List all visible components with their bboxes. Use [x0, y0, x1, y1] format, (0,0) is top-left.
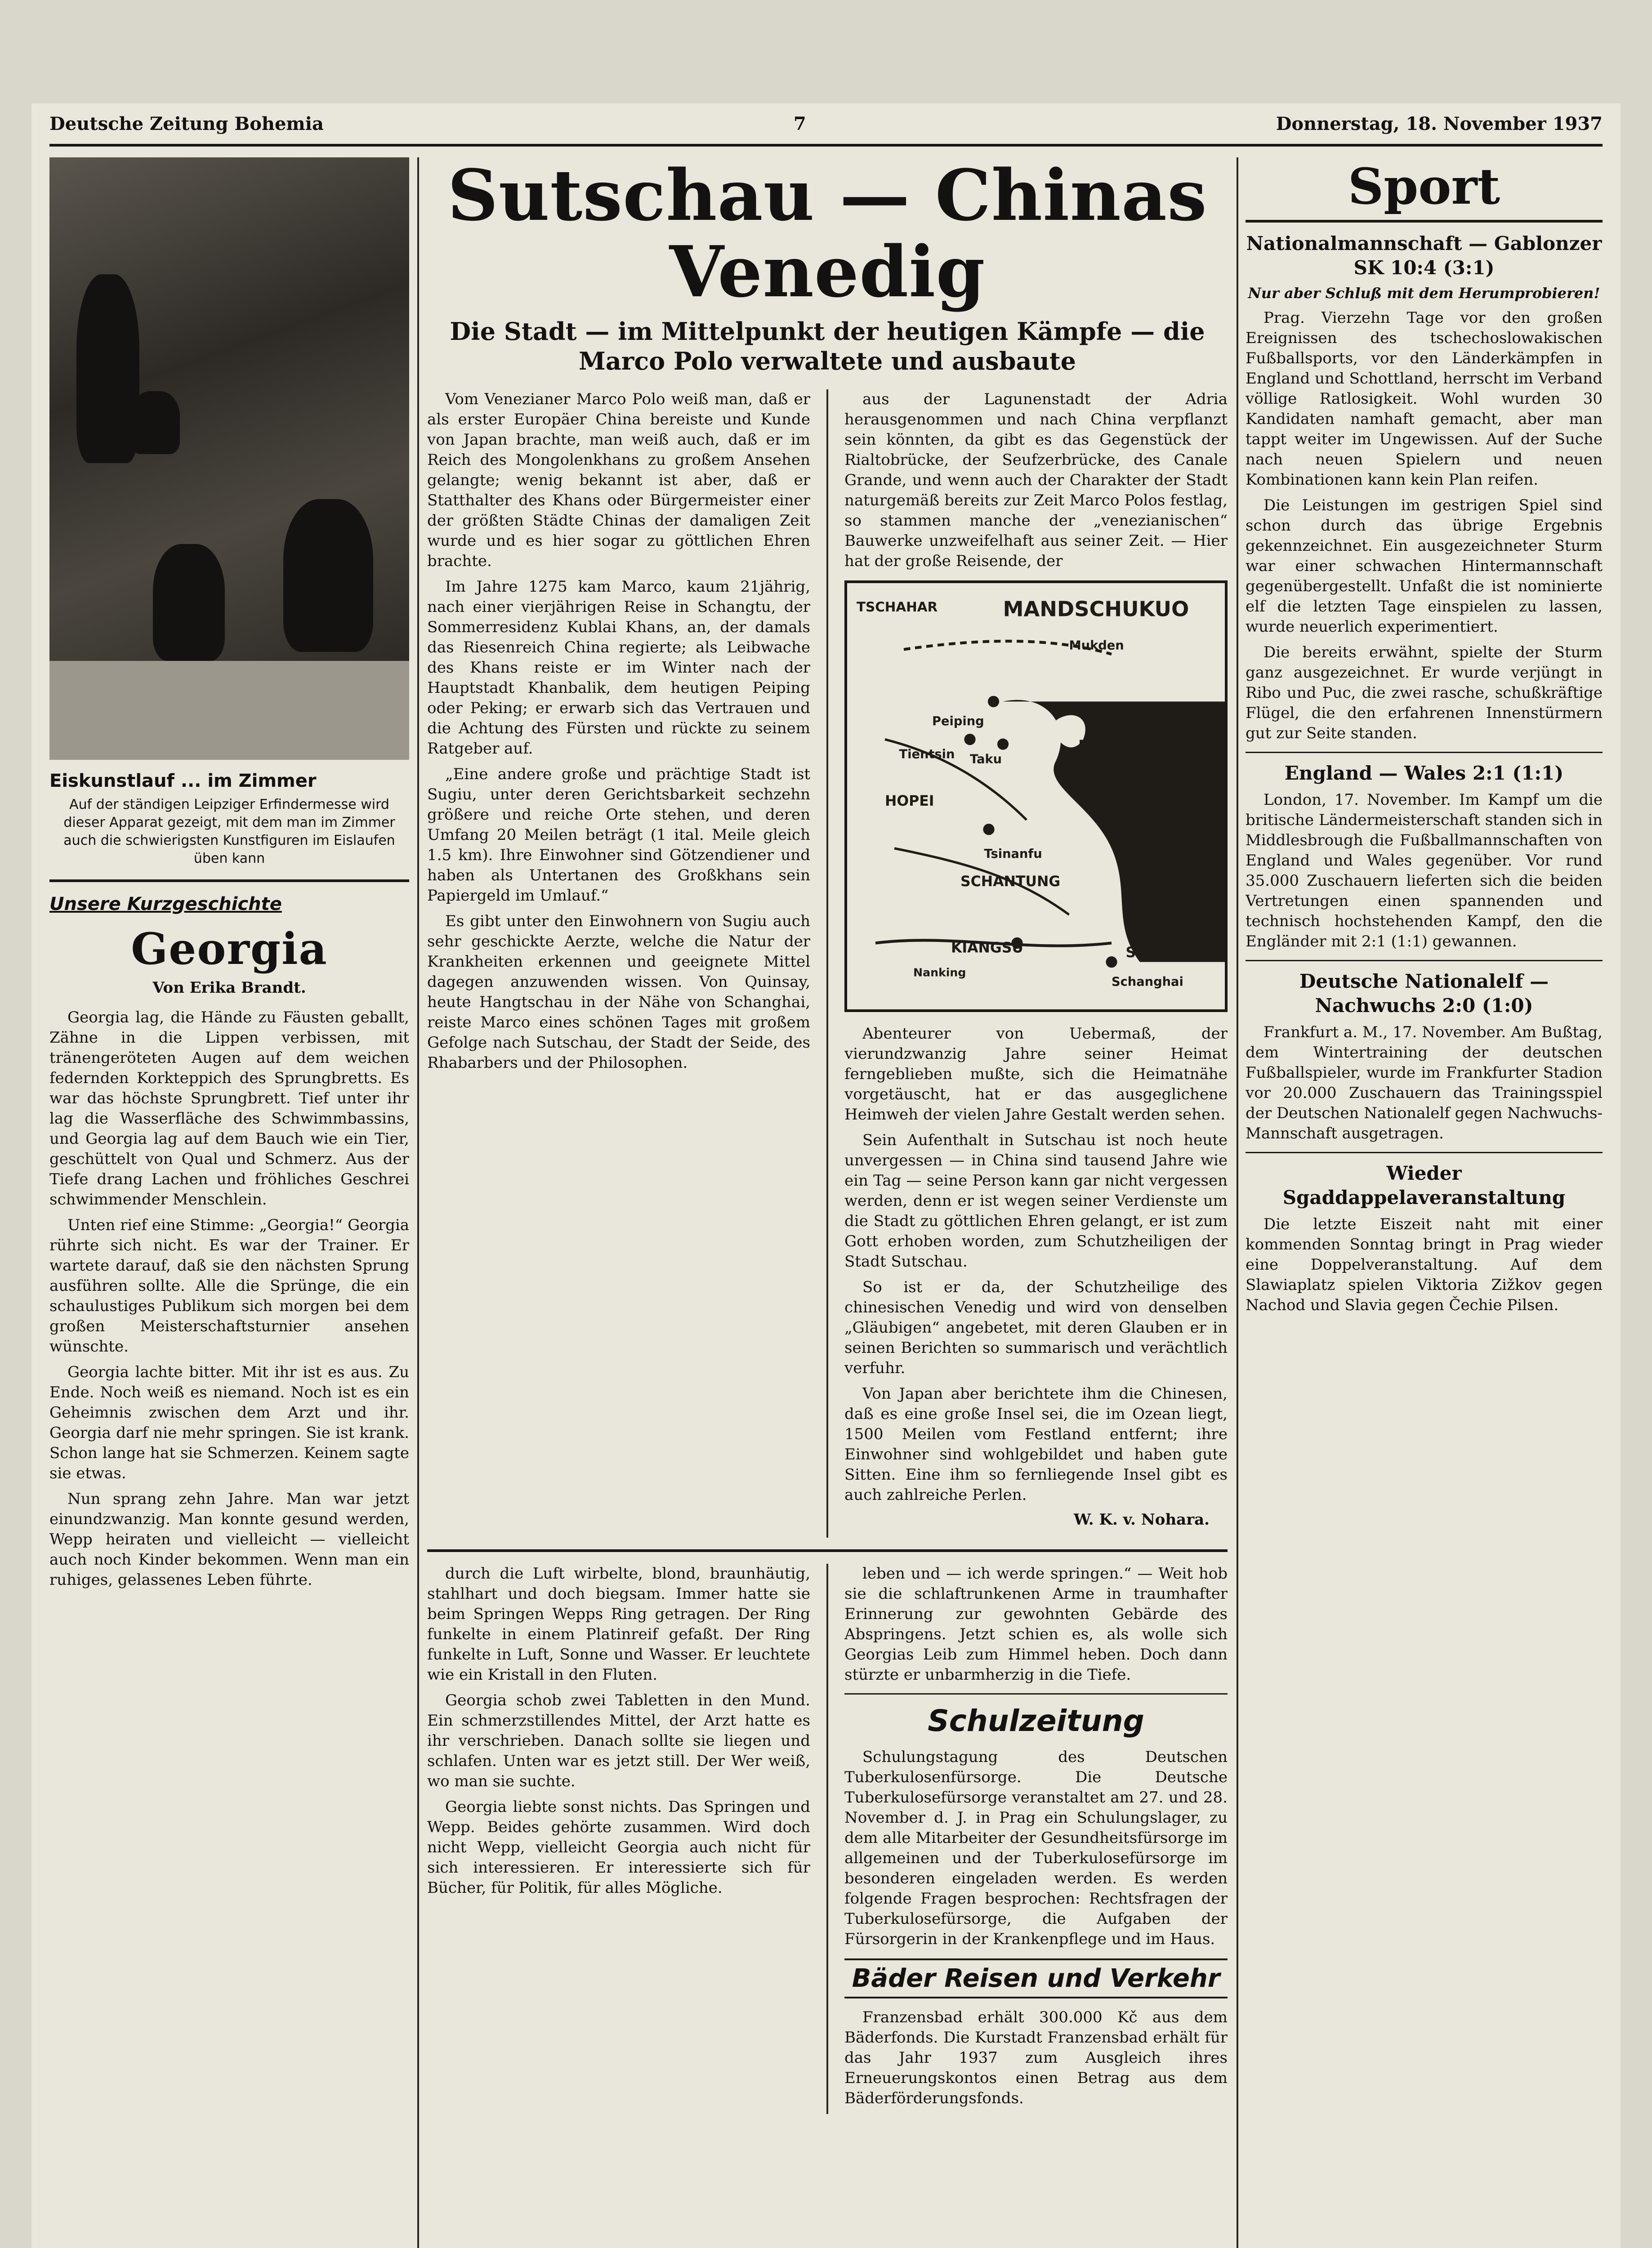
- story-paragraph: Georgia lachte bitter. Mit ihr ist es aus. Zu Ende. Noch weiß es niemand. Noch ist es ein Geheimnis zwischen dem Arzt und ihr. Georgia darf nie mehr springen. Sie ist krank. Schon lange hat sie Schmerzen. Keinem sagte sie etwas.: [49, 1363, 409, 1482]
- sport-paragraph: London, 17. November. Im Kampf um die britische Ländermeisterschaft standen sich in Middlesbrough die Fußballmannschaften von England und Wales gegenüber. Vor rund 35.000 Zuschauern lieferten sich die beiden Vertretungen einen spannenden und technisch hochstehenden Kampf, den die Engländer mit 2:1 (1:1) gewannen.: [1246, 791, 1603, 950]
- main-headline: Sutschau — Chinas Venedig: [447, 157, 1207, 313]
- page-number: 7: [793, 113, 806, 134]
- main-subheadline: Die Stadt — im Mittelpunkt der heutigen Kämpfe — die Marco Polo verwaltete und ausbaute: [450, 317, 1205, 375]
- story-paragraph: Nun sprang zehn Jahre. Man war jetzt einundzwanzig. Man konnte gesund werden, Wepp heiraten und vielleicht — vielleicht auch noch Kinder bekommen. Wenn man ein ruhiges, gelassenes Leben führte.: [49, 1490, 409, 1589]
- story-paragraph: Georgia lag, die Hände zu Fäusten geballt, Zähne in die Lippen verbissen, mit tränengeröteten Augen auf dem weichen federnden Korkteppich des Sprungbretts. Es war das höchste Sprungbrett. Tief unter ihr lag die Wasserfläche des Schwimmbassins, und Georgia lag auf dem Bauch wie ein Tier, geschüttelt von Qual und Schmerz. Aus der Tiefe drang Lachen und fröhliches Geschrei schwimmender Menschlein.: [49, 1008, 409, 1209]
- story-byline: Von Erika Brandt.: [152, 979, 306, 997]
- sport-section-head: Nationalmannschaft — Gablonzer SK 10:4 (3:1): [1246, 232, 1602, 279]
- sport-paragraph: Prag. Vierzehn Tage vor den großen Ereignissen des tschechoslowakischen Fußballsports, vor den Länderkämpfen in England und Schottland, herrscht im Verband völlige Ratlosigkeit. Wohl wurden 30 Kandidaten namhaft gemacht, aber man tappt weiter im Ungewissen. Auf der Suche nach neuen Spielern und neuen Kombinationen kann kein Plan reifen.: [1246, 309, 1603, 489]
- divider: [1246, 752, 1603, 753]
- story-paragraph: Georgia liebte sonst nichts. Das Springen und Wepp. Beides gehörte zusammen. Wird doch nicht Wepp, vielleicht Georgia auch nicht für sich interessieren. Er interessierte sich für Bücher, für Politik, für alles Mögliche.: [427, 1798, 810, 1897]
- svg-text:MANDSCHUKUO: MANDSCHUKUO: [1003, 597, 1189, 621]
- continuation-left: [427, 1564, 810, 2114]
- story-kicker: Unsere Kurzgeschichte: [49, 894, 282, 914]
- divider: [1246, 960, 1603, 961]
- baeder-text: Franzensbad erhält 300.000 Kč aus dem Bäderfonds. Die Kurstadt Franzensbad erhält für das Jahr 1937 zum Ausgleich ihres Erneuerungskontos einen Betrag aus dem Bäderförderungsfonds.: [844, 2008, 1228, 2107]
- svg-text:Taku: Taku: [970, 752, 1002, 767]
- story-paragraph: durch die Luft wirbelte, blond, braunhäutig, stahlhart und doch biegsam. Immer hatte sie beim Springen Wepps Ring getragen. Der Ring funkelte in einem Platinreif gefaßt. Der Ring funkelte in Luft, Sonne und Wasser. Er leuchtete wie ein Kristall in den Fluten.: [427, 1565, 810, 1684]
- right-column-sport: [1246, 157, 1603, 2248]
- sport-section-sub: Nur aber Schluß mit dem Herumprobieren!: [1248, 285, 1600, 302]
- svg-text:Mukden: Mukden: [1069, 638, 1124, 653]
- center-column: [427, 157, 1228, 2248]
- story-paragraph: leben und — ich werde springen.“ — Weit hob sie die schlaftrunkenen Arme in traumhafter Erinnerung zur gewohnten Gebärde des Abspringens. Jetzt schien es, als wolle sich Georgias Leib zum Himmel heben. Doch dann stürzte er unbarmherzig in die Tiefe.: [844, 1565, 1228, 1684]
- svg-text:Tientsin: Tientsin: [899, 747, 955, 762]
- article-signature: W. K. v. Nohara.: [1073, 1511, 1210, 1529]
- article-paragraph: Abenteurer von Uebermaß, der vierundzwanzig Jahre seiner Heimat ferngeblieben mußte, sich die Heimatnähe vorgetäuscht, hat er das ausgeglichene Heimweh der vielen Jahre Gestalt werden sehen.: [844, 1025, 1228, 1124]
- schulzeitung-title: Schulzeitung: [928, 1704, 1144, 1738]
- article-left-column: [427, 389, 810, 1538]
- article-paragraph: Im Jahre 1275 kam Marco, kaum 21jährig, nach einer vierjährigen Reise in Schangtu, der Sommerresidenz Kublai Khans, an, der damals das Riesenreich China regierte; als Leibwache des Khans reiste er im Winter nach der Hauptstadt Khanbalik, dem heutigen Peiping oder Peking; er erwarb sich das Vertrauen und die Achtung des Fürsten und rückte zu seinem Ratgeber auf.: [427, 578, 810, 758]
- svg-text:Nanking: Nanking: [913, 966, 966, 979]
- map-north-china: [844, 580, 1228, 1012]
- article-columns: [427, 389, 1228, 1538]
- svg-text:Schanghai: Schanghai: [1112, 975, 1183, 989]
- divider: [844, 1693, 1228, 1695]
- svg-text:KIANGSU: KIANGSU: [951, 940, 1023, 956]
- story-title: Georgia: [131, 923, 328, 974]
- divider: [49, 879, 409, 882]
- column-rule: [1237, 157, 1238, 2248]
- svg-text:HOPEI: HOPEI: [885, 793, 934, 810]
- svg-text:SCHANTUNG: SCHANTUNG: [960, 874, 1061, 890]
- sport-section-head: England — Wales 2:1 (1:1): [1284, 762, 1564, 784]
- newspaper-page: [31, 103, 1621, 2248]
- svg-text:Peiping: Peiping: [932, 714, 984, 729]
- story-paragraph: Unten rief eine Stimme: „Georgia!“ Georgia rührte sich nicht. Es war der Trainer. Er wartete darauf, daß sie den nächsten Sprung ausführen sollte. Alle die Sprünge, die ein schaulustiges Publikum sich morgen bei dem großen Meisterschaftsturnier ansehen wünschte.: [49, 1216, 409, 1356]
- divider: [1246, 1152, 1603, 1153]
- story-continuation: [427, 1564, 1228, 2114]
- column-rule: [417, 157, 419, 2248]
- column-rule: [826, 389, 828, 1538]
- photo-caption-title: Eiskunstlauf ... im Zimmer: [49, 771, 317, 791]
- svg-text:TSCHAHAR: TSCHAHAR: [857, 599, 938, 615]
- article-right-column: [844, 389, 1228, 1538]
- story-paragraph: Georgia schob zwei Tabletten in den Mund. Ein schmerzstillendes Mittel, der Arzt hatte es ihr verschrieben. Danach sollte sie liegen und schlafen. Unten war es jetzt still. Der Wer weiß, wo man sie suchte.: [427, 1691, 810, 1790]
- photo-ice-skating: [49, 157, 409, 760]
- sport-title: Sport: [1246, 157, 1603, 223]
- svg-text:Sutschau: Sutschau: [1125, 945, 1200, 961]
- sport-paragraph: Frankfurt a. M., 17. November. Am Bußtag, dem Wintertraining der deutschen Fußballspieler, wurde im Frankfurter Stadion vor 20.000 Zuschauern das Trainingsspiel der Deutschen Nationalelf gegen Nachwuchs-Mannschaft ausgetragen.: [1246, 1023, 1603, 1142]
- schulzeitung-text: Schulungstagung des Deutschen Tuberkulosenfürsorge. Die Deutsche Tuberkulosefürsorge veranstaltet am 27. und 28. November d. J. in Prag ein Schulungslager, zu dem alle Mitarbeiter der Gesundheitsfürsorge im allgemeinen und der Tuberkulosefürsorge im besonderen eingeladen werden. Es werden folgende Fragen besprochen: Rechtsfragen der Tuberkulosefürsorge, die Aufgaben der Fürsorgerin in der Krankenpflege und im Haus.: [844, 1748, 1228, 1948]
- divider: [427, 1549, 1228, 1552]
- sport-section-head: Deutsche Nationalelf — Nachwuchs 2:0 (1:0): [1299, 970, 1549, 1017]
- masthead: [49, 103, 1603, 147]
- article-paragraph: aus der Lagunenstadt der Adria herausgenommen und nach China verpflanzt sein könnten, da gibt es das Gegenstück der Rialtobrücke, der Seufzerbrücke, des Canale Grande, und wenn auch der Charakter der Stadt naturgemäß bereits zur Zeit Marco Polos festlag, so stammen manche der „venezianischen“ Bauwerke unzweifelhaft aus seiner Zeit. — Hier hat der große Reisende, der: [844, 390, 1228, 570]
- article-paragraph: Es gibt unter den Einwohnern von Sugiu auch sehr geschickte Aerzte, welche die Natur der Krankheiten erkennen und geeignete Mittel dagegen anzuwenden wissen. Von Quinsay, heute Hangtschau in der Nähe von Schanghai, reiste Marco eines schönen Tages mit großem Gefolge nach Sutschau, der Stadt der Seide, des Rhabarbers und der Philosophen.: [427, 912, 810, 1072]
- sport-section-head: Wieder Sgaddappelaveranstaltung: [1282, 1162, 1566, 1209]
- sport-paragraph: Die bereits erwähnt, spielte der Sturm ganz ausgezeichnet. Er wurde verjüngt in Ribo und Puc, die zwei rasche, schußkräftige Flügel, die den erfahrenen Innenstürmern gut zur Seite standen.: [1246, 643, 1603, 742]
- left-column: [49, 157, 409, 2248]
- svg-text:Tsinanfu: Tsinanfu: [984, 847, 1042, 861]
- sport-paragraph: Die Leistungen im gestrigen Spiel sind schon durch das übrige Ergebnis gekennzeichnet. Ein ausgezeichneter Sturm war einer schwachen Hintermannschaft gegenübergestellt. Unfaßt die ist nominierte elf die letzten Tage einspielen zu lassen, wurde neuerlich experimentiert.: [1246, 496, 1603, 636]
- article-paragraph: So ist er da, der Schutzheilige des chinesischen Venedig und wird von denselben „Gläubigen“ angebetet, mit deren Glauben er in seinen Berichten so summarisch und verächtlich verfuhr.: [844, 1278, 1228, 1377]
- baeder-title: Bäder Reisen und Verkehr: [844, 1958, 1228, 1998]
- article-paragraph: Sein Aufenthalt in Sutschau ist noch heute unvergessen — in China sind tausend Jahre wie ein Tag — seine Person kann gar nicht vergessen werden, denn er ist wegen seiner Verdienste um die Stadt zu göttlichen Ehren gelangt, er ist zum Gott erhoben worden, zum Schutzheiligen der Stadt Sutschau.: [844, 1131, 1228, 1271]
- svg-text:Dairen: Dairen: [1078, 738, 1125, 752]
- sport-paragraph: Die letzte Eiszeit naht mit einer kommenden Sonntag bringt in Prag wieder eine Doppelveranstaltung. Auf dem Slawiaplatz spielen Viktoria Zižkov gegen Nachod und Slavia gegen Čechie Pilsen.: [1246, 1215, 1603, 1314]
- continuation-right: [844, 1564, 1228, 2114]
- column-rule: [826, 1564, 828, 2114]
- photo-caption-text: Auf der ständigen Leipziger Erfindermesse wird dieser Apparat gezeigt, mit dem man im Zimmer auch die schwierigsten Kunstfiguren im Eislaufen üben kann: [63, 797, 395, 866]
- article-paragraph: Vom Venezianer Marco Polo weiß man, daß er als erster Europäer China bereiste und Kunde von Japan brachte, man weiß auch, daß er im Reich des Mongolenkhans zu großem Ansehen gelangte; wenig bekannt ist aber, daß er Statthalter des Khans oder Bürgermeister einer der größten Städte Chinas der damaligen Zeit wurde und es hier sogar zu göttlichen Ehren brachte.: [427, 390, 810, 570]
- article-paragraph: „Eine andere große und prächtige Stadt ist Sugiu, unter deren Gerichtsbarkeit sechzehn größere und reiche Orte stehen, und deren Umfang 20 Meilen beträgt (1 ital. Meile gleich 1.5 km). Ihre Einwohner sind Götzendiener und haben als Untertanen des Großkhans sein Papiergeld im Umlauf.“: [427, 765, 810, 905]
- paper-name: Deutsche Zeitung Bohemia: [49, 113, 324, 134]
- issue-date: Donnerstag, 18. November 1937: [1276, 113, 1603, 134]
- article-paragraph: Von Japan aber berichtete ihm die Chinesen, daß es eine große Insel sei, die im Ozean liegt, 1500 Meilen vom Festland entfernt; ihre Einwohner sind wohlgebildet und haben gute Sitten. Eine ihm so fernliegende Insel gibt es auch zahlreiche Perlen.: [844, 1385, 1228, 1504]
